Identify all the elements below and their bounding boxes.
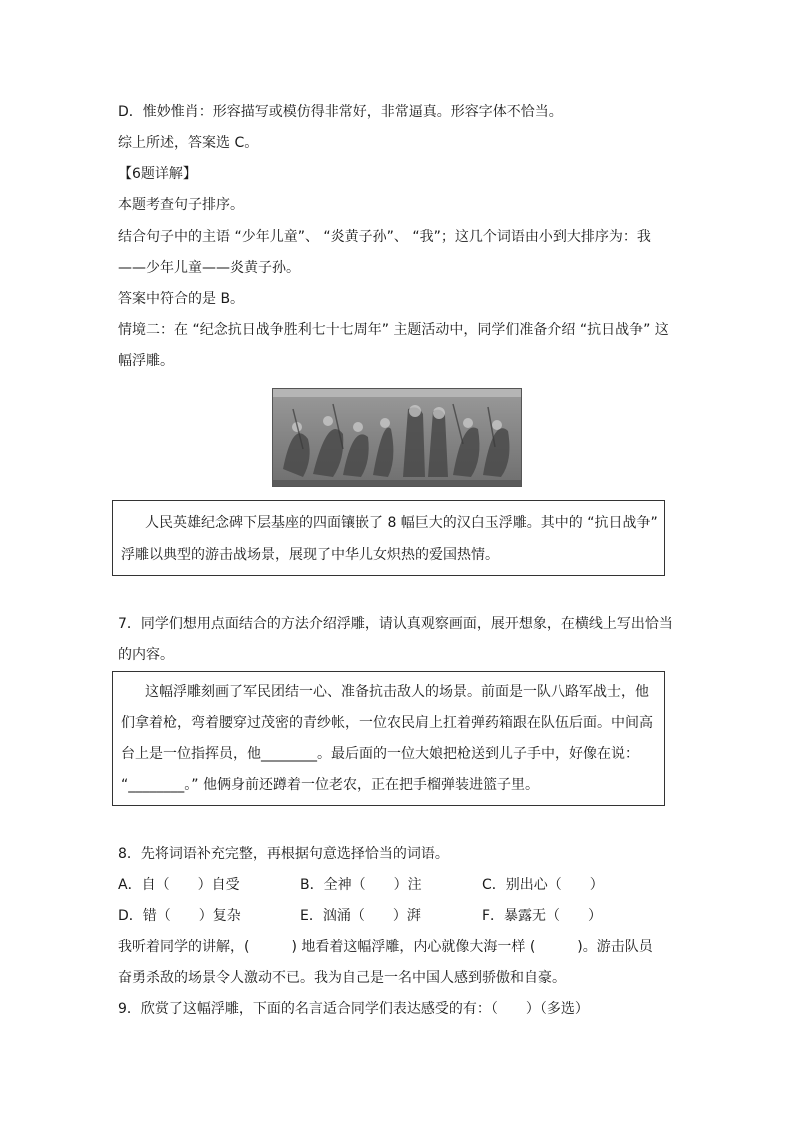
option-d: D．错（ ）复杂 [118,908,241,924]
passage-line-3: 台上是一位指挥员，他________。最后面的一位大娘把枪送到儿子手中，好像在说： [121,746,639,762]
passage-box [112,671,665,806]
passage-line-2: 们拿着枪，弯着腰穿过茂密的青纱帐，一位农民肩上扛着弹药箱跟在队伍后面。中间高 [121,715,653,731]
analysis-line-d: D．惟妙惟肖：形容描写或模仿得非常好，非常逼真。形容字体不恰当。 [118,104,563,120]
answer-line: 答案中符合的是 B。 [118,291,245,307]
passage-line-4: “________。” 他俩身前还蹲着一位老农，正在把手榴弹装进篮子里。 [121,777,539,793]
option-a: A．自（ ）自受 [118,877,240,893]
question-7-line-1: 7．同学们想用点面结合的方法介绍浮雕，请认真观察画面，展开想象，在横线上写出恰当 [118,616,673,632]
scenario-intro-line-2: 幅浮雕。 [118,353,174,369]
explanation-line-1: 结合句子中的主语 “少年儿童”、 “炎黄子孙”、 “我”；这几个词语由小到大排序为：我 [118,229,651,245]
option-f: F．暴露无（ ） [482,908,603,924]
relief-description-line-2: 浮雕以典型的游击战场景，展现了中华儿女炽热的爱国热情。 [121,547,499,563]
relief-description-box [112,500,665,576]
option-b: B．全神（ ）注 [300,877,422,893]
question-7-line-2: 的内容。 [118,647,174,663]
question-9-title: 9．欣赏了这幅浮雕，下面的名言适合同学们表达感受的有：（ ）（多选） [118,1001,589,1017]
topic-line: 本题考查句子排序。 [118,197,244,213]
question-8-sentence-1: 我听着同学的讲解，( ) 地看着这幅浮雕，内心就像大海一样 ( )。游击队员 [118,939,653,955]
option-c: C．别出心（ ） [482,877,604,893]
scenario-intro-line-1: 情境二：在 “纪念抗日战争胜利七十七周年” 主题活动中，同学们准备介绍 “抗日战争” 这 [118,322,669,338]
section-heading-q6: 【6题详解】 [118,166,197,182]
question-8-sentence-2: 奋勇杀敌的场景令人激动不已。我为自己是一名中国人感到骄傲和自豪。 [118,970,566,986]
option-e: E．汹涌（ ）湃 [300,908,421,924]
summary-line: 综上所述，答案选 C。 [118,135,259,151]
question-8-title: 8．先将词语补充完整，再根据句意选择恰当的词语。 [118,846,449,862]
passage-line-1: 这幅浮雕刻画了军民团结一心、准备抗击敌人的场景。前面是一队八路军战士，他 [145,684,649,700]
explanation-line-2: ——少年儿童——炎黄子孙。 [118,260,300,276]
relief-description-line-1: 人民英雄纪念碑下层基座的四面镶嵌了 8 幅巨大的汉白玉浮雕。其中的 “抗日战争” [145,515,658,531]
relief-sculpture-image [272,388,522,487]
